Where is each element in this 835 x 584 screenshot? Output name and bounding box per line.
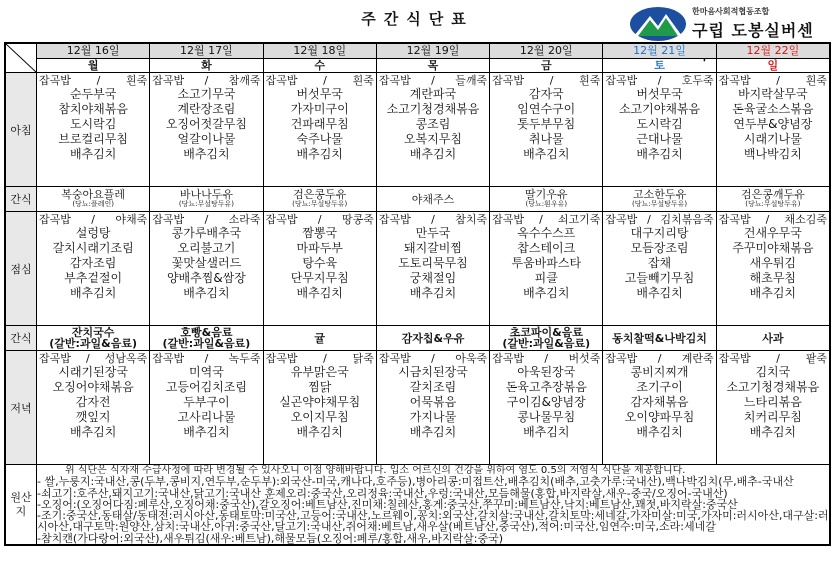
- dinner-cell: [150, 351, 263, 465]
- menu-item: 소고기무국: [177, 87, 236, 101]
- menu-item: 배추김치: [636, 286, 683, 300]
- lunch-label: 점심: [6, 212, 37, 326]
- menu-item: 얼갈이나물: [177, 132, 236, 146]
- snack-name: 딸기우유: [525, 188, 568, 201]
- center-logo: [628, 4, 828, 42]
- slash-divider: /: [317, 213, 322, 226]
- porridge-name: 호두죽: [681, 74, 714, 87]
- menu-item: 잡채: [647, 256, 672, 270]
- date-header: 12월 16일: [37, 44, 150, 59]
- rice-name: 잡곡밥: [378, 352, 411, 365]
- breakfast-cell: [716, 73, 829, 187]
- breakfast-cell: [603, 73, 716, 187]
- menu-item: 깻잎지: [75, 410, 111, 424]
- snack-note: (당뇨:무설탕두유): [178, 200, 234, 208]
- snack2-cell: [263, 326, 376, 351]
- menu-item: 조기구이: [636, 380, 683, 394]
- rice-line: [152, 74, 260, 87]
- menu-item: 소고기청경채볶음: [386, 102, 480, 116]
- menu-item: 어묵볶음: [409, 395, 457, 409]
- origin-line: -쇠고기:호주산,돼지고기:국내산,닭고기:국내산 훈제오리:중국산,오리정육:국내산,우렁:국내산,모듬해물(홍합,바지락살,새우-중국/오징어-국내산): [37, 486, 728, 500]
- snack-name: 귤: [314, 331, 326, 345]
- menu-item: 배추김치: [183, 425, 230, 439]
- rice-line: [266, 213, 374, 226]
- diagonal-divider-icon: [6, 44, 36, 72]
- porridge-name: 야채죽: [115, 213, 148, 226]
- menu-item: 오징어야채볶음: [52, 380, 134, 394]
- slash-divider: /: [204, 213, 209, 226]
- lunch-cell: [490, 212, 603, 326]
- date-header: 12월 21일: [603, 44, 716, 59]
- menu-item: 숙주나물: [296, 132, 343, 146]
- day-row: [6, 58, 830, 73]
- menu-item: 참치야채볶음: [58, 102, 128, 116]
- menu-item: 버섯무국: [636, 87, 683, 101]
- porridge-name: 버섯죽: [568, 352, 601, 365]
- day-header: 일: [716, 58, 829, 73]
- date-row: [6, 44, 830, 59]
- rice-line: [379, 213, 487, 226]
- origin-line: -조기:중국산,동태살/동태전:러시아산,동태토막:미국산,고등어:국내산,노르웨이,꽁치:외국산,갈치살:국내산,갈치토막:세네갈,가자미살:미국,가자미:러시아산,대구살:러시아산,대구토막:원양산,삼치:국내산,아귀:중국산,달고기:국내산,쥐어채:베트남,새우살(베트남산,중국산),적어:미국산,임연수:미국,소라:세네갈: [37, 509, 829, 534]
- dinner-cell: [716, 351, 829, 465]
- slash-divider: /: [204, 352, 209, 365]
- lunch-cell: [263, 212, 376, 326]
- menu-item: 톳두부무침: [517, 117, 576, 131]
- porridge-name: 김치볶음죽: [660, 213, 714, 226]
- menu-item: 돈육고추장볶음: [505, 380, 587, 394]
- rice-line: [266, 74, 374, 87]
- rice-name: 잡곡밥: [39, 213, 71, 226]
- porridge-name: 닭죽: [352, 352, 374, 365]
- dinner-cell: [490, 351, 603, 465]
- menu-item: 가자미구이: [290, 102, 349, 116]
- rice-line: [719, 213, 827, 226]
- snack-note: (당뇨:무설탕두유): [745, 200, 801, 208]
- menu-item: 감자전: [75, 395, 111, 409]
- breakfast-cell: [490, 73, 603, 187]
- menu-item: 투움바파스타: [511, 256, 582, 270]
- rice-name: 잡곡밥: [605, 352, 638, 365]
- porridge-name: 쇠고기죽: [557, 213, 601, 226]
- menu-item: 갈치조림: [409, 380, 457, 394]
- slash-divider: /: [549, 74, 554, 87]
- slash-divider: /: [765, 213, 770, 226]
- rice-name: 잡곡밥: [39, 74, 71, 87]
- lunch-row: [6, 212, 830, 326]
- menu-item: 배추김치: [749, 425, 797, 439]
- menu-item: 배추김치: [183, 147, 230, 161]
- menu-item: 배추김치: [409, 147, 457, 161]
- snack-name: 사과: [762, 331, 784, 345]
- snack-name: 잔치국수: [71, 326, 115, 339]
- rice-name: 잡곡밥: [39, 352, 71, 365]
- menu-item: 피클: [534, 271, 558, 285]
- mountain-logo-icon: [628, 6, 688, 42]
- rice-name: 잡곡밥: [265, 213, 298, 226]
- snack-name: 야채주스: [411, 192, 455, 206]
- menu-item: 배추김치: [69, 286, 117, 300]
- rice-line: [379, 352, 487, 365]
- dinner-cell: [37, 351, 150, 465]
- slash-divider: /: [657, 352, 662, 365]
- menu-item: 취나물: [528, 132, 564, 146]
- rice-line: [492, 213, 600, 226]
- lunch-cell: [716, 212, 829, 326]
- snack-name: 고소한두유: [632, 188, 687, 201]
- menu-item: 시래기나물: [743, 132, 802, 146]
- menu-item: 유부맑은국: [290, 365, 349, 379]
- snack2-cell: [37, 326, 150, 351]
- rice-name: 잡곡밥: [605, 74, 638, 87]
- menu-item: 오이양파무침: [624, 410, 695, 424]
- menu-item: 구이김&양념장: [506, 395, 586, 409]
- origin-line: - 쌀,누룽지:국내산,콩(두부,콩비지,연두부,순두부):외국산-미국,캐나다,호주등),병아리콩:미접트산,배추김치(배추,고춧가루:국내산),백나박김치(무,배추-국내산: [37, 475, 794, 489]
- snack-name: 호빵&음료: [180, 326, 233, 339]
- rice-name: 잡곡밥: [718, 352, 751, 365]
- menu-item: 배추김치: [69, 147, 117, 161]
- breakfast-label: 아침: [6, 73, 37, 187]
- menu-item: 계란파국: [409, 87, 457, 101]
- slash-divider: /: [96, 74, 101, 87]
- snack-name: 바나나두유: [179, 188, 233, 201]
- snack-name: 감자칩&우유: [401, 331, 465, 345]
- menu-item: 배추김치: [296, 425, 343, 439]
- menu-item: 계란장조림: [177, 102, 236, 116]
- menu-item: 김치국: [755, 365, 791, 379]
- lunch-cell: [150, 212, 263, 326]
- menu-item: 오리불고기: [177, 241, 236, 255]
- snack-name: 초코파이&음료: [509, 326, 583, 339]
- porridge-name: 흰죽: [579, 74, 601, 87]
- snack1-cell: [37, 187, 150, 212]
- menu-item: 치커리무침: [743, 410, 802, 424]
- day-header: 월: [37, 58, 150, 73]
- date-header: 12월 22일: [716, 44, 829, 59]
- snack-note: (당뇨:플레인): [72, 200, 114, 208]
- dinner-cell: [263, 351, 376, 465]
- rice-name: 잡곡밥: [605, 213, 638, 226]
- menu-item: 두부구이: [183, 395, 230, 409]
- date-header: 12월 20일: [490, 44, 603, 59]
- slash-divider: /: [431, 213, 435, 226]
- menu-item: 연두부&양념장: [733, 117, 813, 131]
- menu-item: 감자채볶음: [630, 395, 689, 409]
- menu-item: 브로컬리무침: [58, 132, 128, 146]
- rice-line: [266, 352, 374, 365]
- slash-divider: /: [647, 213, 651, 226]
- porridge-name: 성남옥죽: [104, 352, 148, 365]
- snack1-label: 간식: [6, 187, 37, 212]
- rice-name: 잡곡밥: [718, 213, 751, 226]
- menu-item: 궁채절임: [409, 271, 457, 285]
- snack-name: 동치찰떡&나박김치: [612, 331, 707, 345]
- slash-divider: /: [85, 352, 90, 365]
- dinner-cell: [376, 351, 489, 465]
- menu-item: 대구지리탕: [630, 226, 689, 240]
- rice-name: 잡곡밥: [152, 352, 185, 365]
- menu-item: 콩나물무침: [517, 410, 576, 424]
- menu-item: 백나박김치: [743, 147, 802, 161]
- menu-item: 바지락살무국: [738, 87, 808, 101]
- rice-name: 잡곡밥: [492, 213, 525, 226]
- rice-line: [492, 352, 600, 365]
- breakfast-row: [6, 73, 830, 187]
- menu-item: 건파래무침: [290, 117, 349, 131]
- slash-divider: /: [539, 213, 543, 226]
- rice-name: 잡곡밥: [492, 352, 525, 365]
- snack-name: 복숭아요플레: [61, 188, 126, 201]
- snack-note: (당뇨:무설탕두유): [631, 200, 688, 208]
- menu-item: 모듬장조림: [630, 241, 689, 255]
- date-header: 12월 17일: [150, 44, 263, 59]
- snack1-cell: [263, 187, 376, 212]
- menu-item: 배추김치: [523, 147, 570, 161]
- snack-note: (갈반:과일&음료): [49, 337, 138, 350]
- rice-name: 잡곡밥: [265, 74, 298, 87]
- porridge-name: 소라죽: [228, 213, 261, 226]
- porridge-name: 계란죽: [681, 352, 714, 365]
- rice-line: [605, 213, 713, 226]
- rice-name: 잡곡밥: [492, 74, 525, 87]
- snack1-row: [6, 187, 830, 212]
- rice-name: 잡곡밥: [152, 213, 185, 226]
- menu-item: 부추겉절이: [64, 271, 123, 285]
- slash-divider: /: [544, 352, 549, 365]
- menu-item: 근대나물: [636, 132, 683, 146]
- menu-item: 고들빼기무침: [624, 271, 695, 285]
- breakfast-cell: [376, 73, 489, 187]
- lunch-cell: [376, 212, 489, 326]
- menu-item: 오징어젓갈무침: [165, 117, 247, 131]
- snack1-cell: [490, 187, 603, 212]
- snack-name: 검은콩깨두유: [740, 188, 805, 201]
- dinner-cell: [603, 351, 716, 465]
- rice-line: [39, 213, 147, 226]
- rice-name: 잡곡밥: [152, 74, 185, 87]
- menu-item: 찹스테이크: [517, 241, 576, 255]
- slash-divider: /: [91, 213, 95, 226]
- menu-item: 감자조림: [69, 256, 117, 270]
- menu-item: 짬뽕국: [302, 226, 338, 240]
- slash-divider: /: [776, 352, 781, 365]
- date-header: 12월 18일: [263, 44, 376, 59]
- lunch-cell: [37, 212, 150, 326]
- dinner-row: [6, 351, 830, 465]
- porridge-name: 땅콩죽: [341, 213, 374, 226]
- menu-item: 배추김치: [523, 425, 570, 439]
- snack-name: 검은콩두유: [293, 188, 347, 201]
- snack2-cell: [490, 326, 603, 351]
- slash-divider: /: [776, 74, 781, 87]
- menu-item: 배추김치: [636, 425, 683, 439]
- porridge-name: 흰죽: [805, 74, 827, 87]
- rice-line: [719, 352, 827, 365]
- menu-item: 배추김치: [749, 286, 797, 300]
- menu-item: 단무지무침: [290, 271, 349, 285]
- slash-divider: /: [431, 352, 435, 365]
- porridge-name: 팥죽: [805, 352, 827, 365]
- menu-item: 느타리볶음: [743, 395, 802, 409]
- menu-item: 아욱된장국: [517, 365, 576, 379]
- rice-line: [605, 352, 713, 365]
- slash-divider: /: [657, 74, 662, 87]
- day-header: 토: [603, 58, 716, 73]
- snack1-cell: [716, 187, 829, 212]
- menu-item: 탕수육: [302, 256, 338, 270]
- menu-item: 배추김치: [409, 286, 457, 300]
- slash-divider: /: [204, 74, 209, 87]
- menu-item: 주꾸미야채볶음: [732, 241, 814, 255]
- menu-item: 해초무침: [749, 271, 797, 285]
- snack1-cell: [603, 187, 716, 212]
- rice-line: [39, 74, 147, 87]
- snack2-cell: [150, 326, 263, 351]
- menu-item: 도시락김: [636, 117, 683, 131]
- rice-line: [152, 213, 260, 226]
- menu-item: 양배추찜&쌈장: [166, 271, 246, 285]
- menu-item: 마파두부: [296, 241, 343, 255]
- snack1-cell: [150, 187, 263, 212]
- menu-item: 갈치시래기조림: [52, 241, 134, 255]
- menu-item: 고사리나물: [177, 410, 236, 424]
- menu-item: 오이지무침: [290, 410, 349, 424]
- rice-line: [39, 352, 147, 365]
- breakfast-cell: [150, 73, 263, 187]
- rice-line: [492, 74, 600, 87]
- porridge-name: 참깨죽: [228, 74, 261, 87]
- menu-item: 새우튀김: [749, 256, 797, 270]
- corner-cell: [6, 44, 37, 73]
- menu-item: 소고기청경채볶음: [726, 380, 820, 394]
- porridge-name: 채소김죽: [784, 213, 827, 226]
- origin-label: 원산지: [6, 465, 37, 545]
- day-header: 목: [376, 58, 489, 73]
- menu-item: 배추김치: [296, 286, 343, 300]
- snack2-cell: [376, 326, 489, 351]
- menu-item: 임연수구이: [517, 102, 576, 116]
- menu-table: [4, 42, 831, 546]
- porridge-name: 흰죽: [126, 74, 148, 87]
- menu-item: 배추김치: [69, 425, 117, 439]
- menu-item: 미역국: [189, 365, 224, 379]
- origin-line: -오징어:(오징어다짐:페루산,오징어채:중국산),갈오징어:베트남산,진미채:칠레산,홍게:중국산,쭈꾸미:베트남산,낙지:베트남산,꽤젓,바지락살:중국산: [37, 497, 738, 511]
- snack2-cell: [603, 326, 716, 351]
- snack-note: (당뇨:흰우유): [525, 200, 568, 208]
- porridge-name: 녹두죽: [228, 352, 261, 365]
- notice-text: 위 식단은 식자재 수급사정에 따라 변경될 수 있사오니 이점 양해바랍니다. 입소 어르신의 건강을 위하여 염도 0.5의 저염식 식단을 제공합니다.: [65, 465, 686, 476]
- menu-item: 배추김치: [636, 147, 683, 161]
- page-title: 주간식단표: [361, 10, 474, 28]
- menu-item: 순두부국: [69, 87, 117, 101]
- rice-line: [152, 352, 260, 365]
- rice-line: [719, 74, 827, 87]
- menu-item: 만두국: [415, 226, 451, 240]
- origin-row: [6, 465, 830, 545]
- rice-name: 잡곡밥: [265, 352, 298, 365]
- breakfast-cell: [37, 73, 150, 187]
- slash-divider: /: [323, 74, 327, 87]
- lunch-cell: [603, 212, 716, 326]
- snack-note: (갈반:과일&음료): [502, 337, 591, 350]
- porridge-name: 흰죽: [352, 74, 374, 87]
- dinner-label: 저녁: [6, 351, 37, 465]
- menu-item: 버섯무국: [296, 87, 343, 101]
- rice-name: 잡곡밥: [378, 74, 411, 87]
- menu-item: 배추김치: [409, 425, 457, 439]
- breakfast-cell: [263, 73, 376, 187]
- rice-name: 잡곡밥: [378, 213, 411, 226]
- menu-item: 배추김치: [296, 147, 343, 161]
- menu-item: 도토리묵무침: [398, 256, 468, 270]
- porridge-name: 들깨죽: [455, 74, 488, 87]
- org-name: 한마음사회적협동조합: [692, 7, 770, 16]
- date-header: 12월 19일: [376, 44, 489, 59]
- day-header: 화: [150, 58, 263, 73]
- snack2-cell: [716, 326, 829, 351]
- rice-name: 잡곡밥: [718, 74, 751, 87]
- day-header: 금: [490, 58, 603, 73]
- origin-line: -참치캔(가다랑어:외국산),새우튀김(새우:베트남),해물모듬(오징어:페루/홍합,새우,바지락살:중국): [37, 531, 504, 545]
- menu-item: 건새우무국: [743, 226, 802, 240]
- menu-item: 시금치된장국: [398, 365, 468, 379]
- snack2-label: 간식: [6, 326, 37, 351]
- day-header: 수: [263, 58, 376, 73]
- menu-item: 꽃맛살샐러드: [171, 256, 242, 270]
- snack-note: (갈반:과일&음료): [162, 337, 251, 350]
- menu-item: 돈육굴소스볶음: [732, 102, 814, 116]
- snack1-cell: [376, 187, 489, 212]
- menu-item: 도시락김: [69, 117, 117, 131]
- menu-item: 시래기된장국: [58, 365, 128, 379]
- menu-item: 콩비지찌개: [630, 365, 689, 379]
- menu-item: 실곤약야채무침: [279, 395, 361, 409]
- menu-item: 설렁탕: [75, 226, 111, 240]
- menu-item: 찜닭: [308, 380, 332, 394]
- snack2-row: [6, 326, 830, 351]
- porridge-name: 참치죽: [455, 213, 488, 226]
- menu-item: 오복지무침: [404, 132, 462, 146]
- slash-divider: /: [431, 74, 435, 87]
- menu-item: 감자국: [528, 87, 564, 101]
- menu-item: 돼지갈비찜: [404, 241, 462, 255]
- menu-item: 고등어김치조림: [165, 380, 247, 394]
- snack-note: (당뇨:무설탕두유): [292, 200, 348, 208]
- rice-line: [379, 74, 487, 87]
- origin-cell: [37, 465, 830, 545]
- menu-item: 가지나물: [409, 410, 457, 424]
- menu-item: 콩가루배추국: [171, 226, 242, 240]
- porridge-name: 아욱죽: [455, 352, 488, 365]
- menu-item: 옥수수스프: [517, 226, 576, 240]
- menu-item: 배추김치: [183, 286, 230, 300]
- menu-item: 소고기야채볶음: [618, 102, 701, 116]
- slash-divider: /: [323, 352, 327, 365]
- center-name: 구립 도봉실버센: [692, 21, 814, 40]
- rice-line: [605, 74, 713, 87]
- menu-item: 콩조림: [415, 117, 451, 131]
- menu-item: 배추김치: [523, 286, 570, 300]
